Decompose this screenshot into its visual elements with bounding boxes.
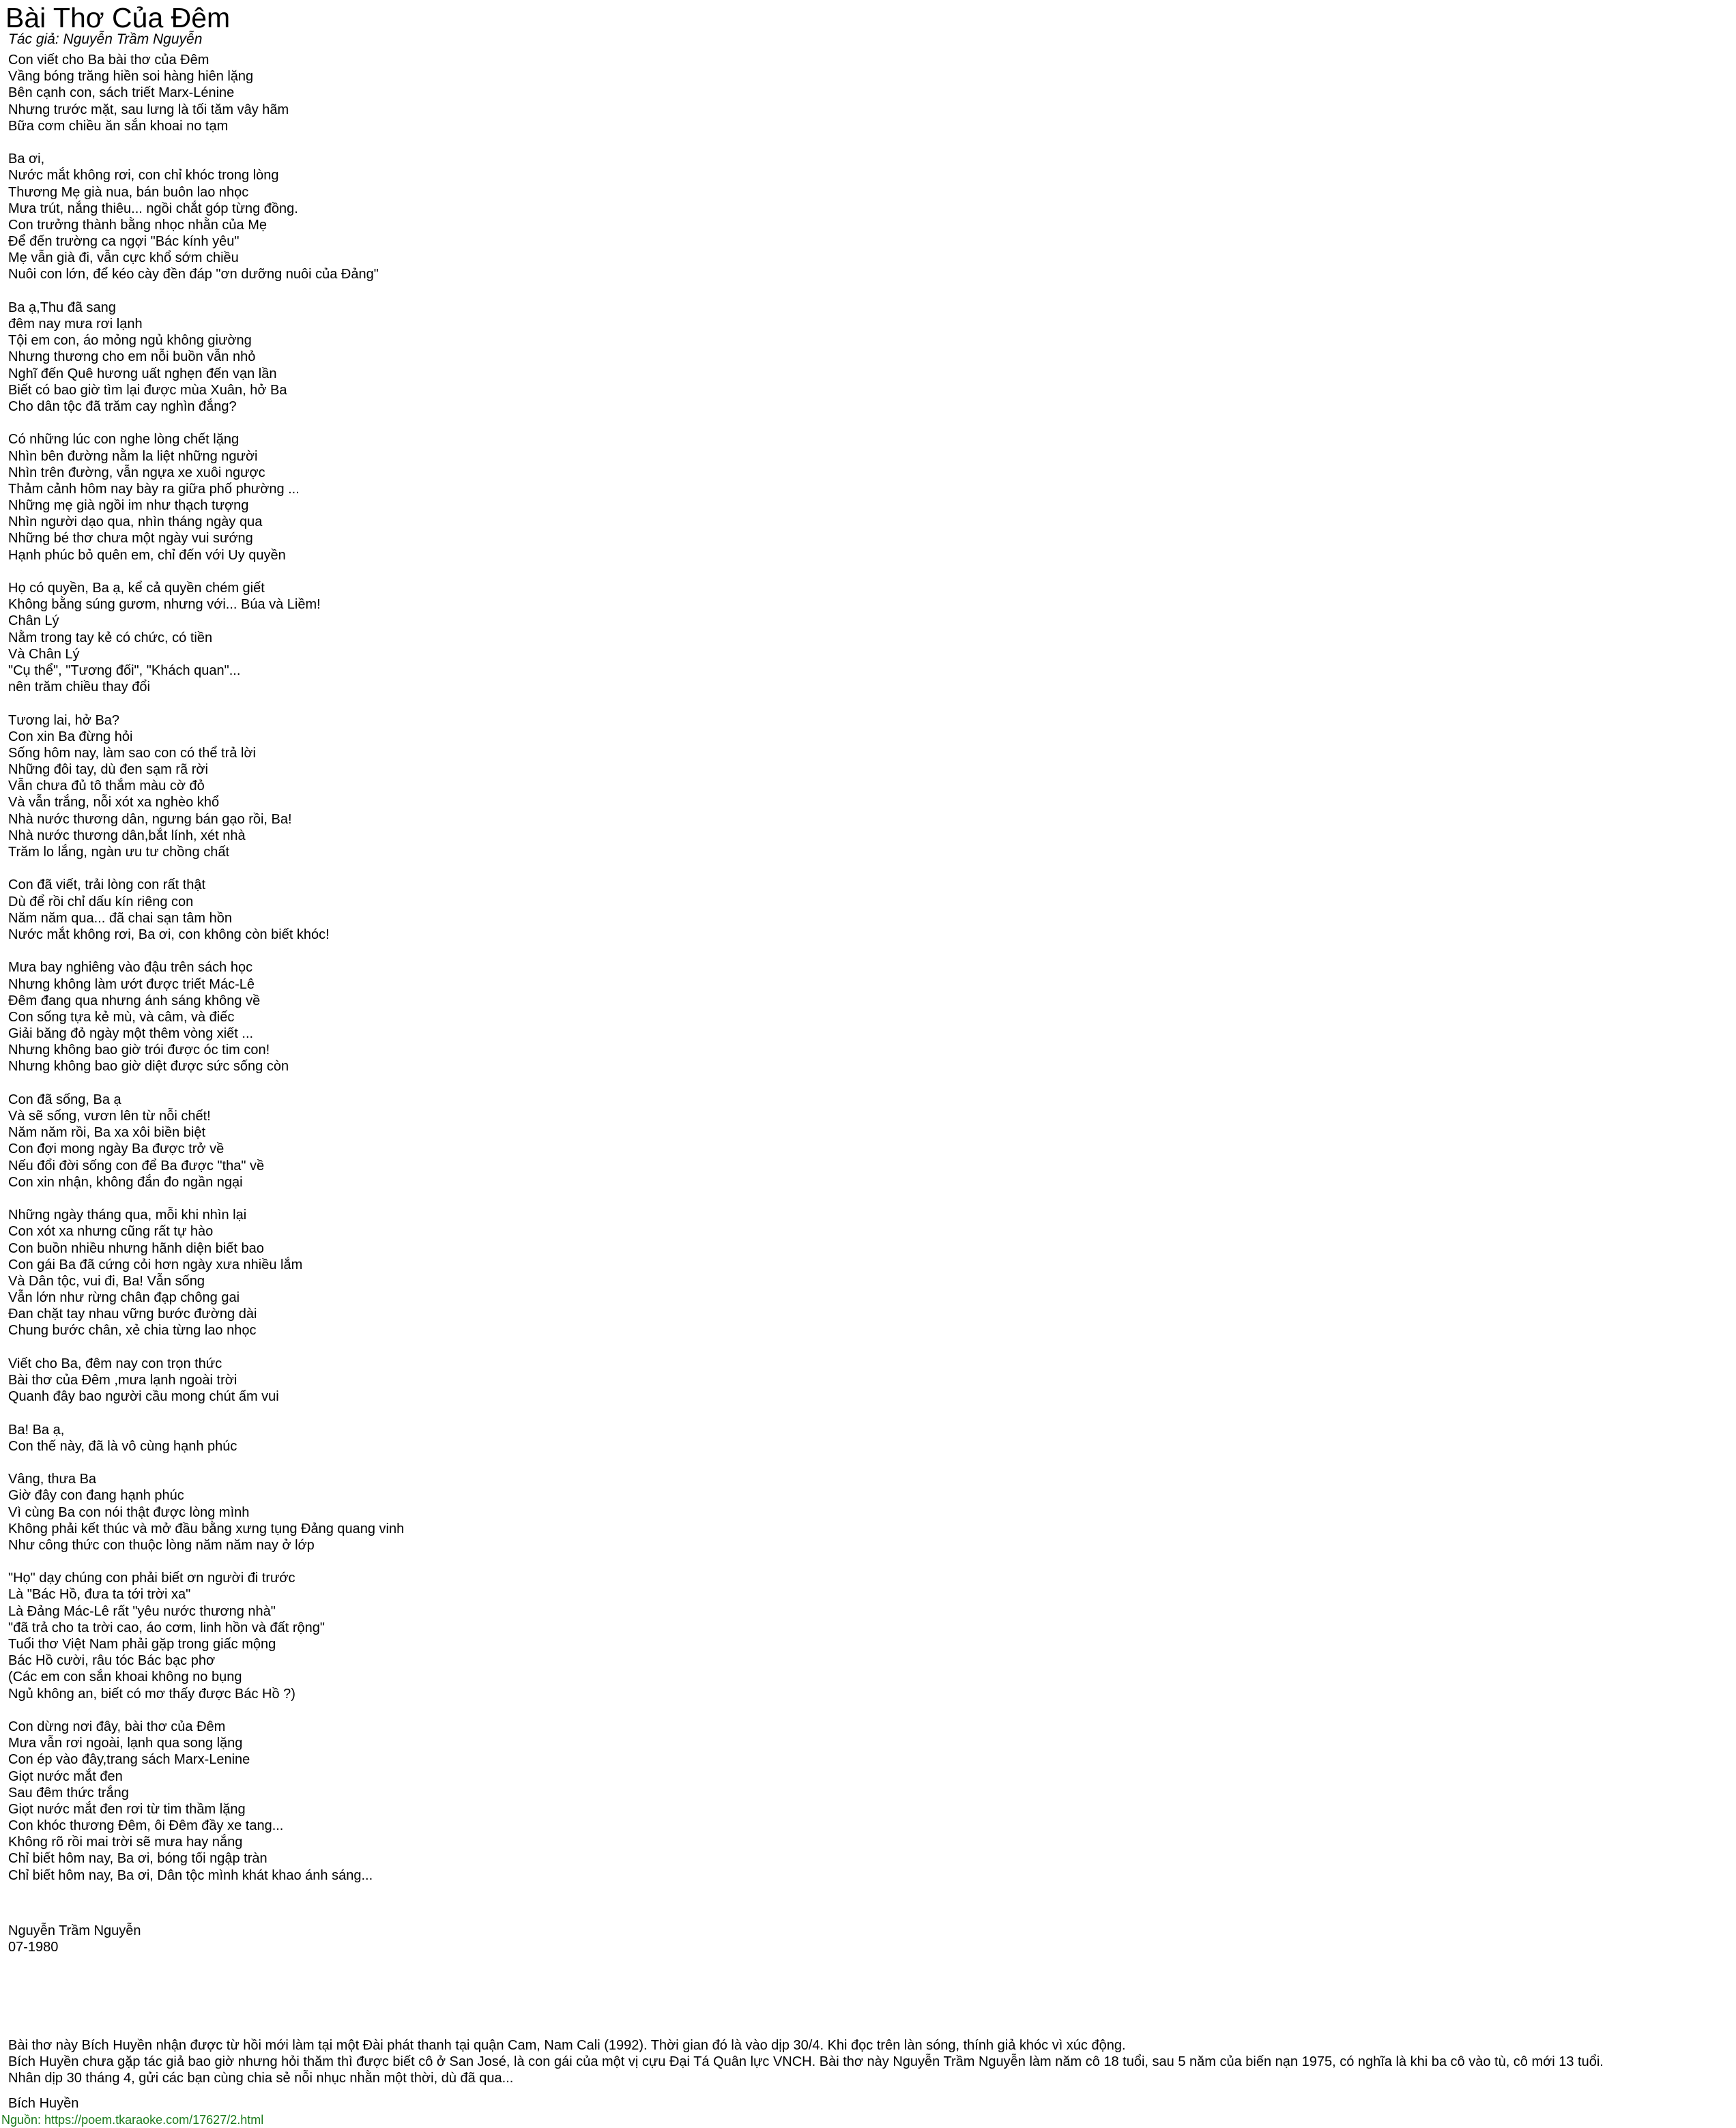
poem-line: Trăm lo lắng, ngàn ưu tư chồng chất xyxy=(8,845,229,860)
poem-line: Những mẹ già ngồi im như thạch tượng xyxy=(8,498,249,514)
source-link[interactable]: https://poem.tkaraoke.com/17627/2.html xyxy=(44,2113,264,2127)
stanza-break xyxy=(8,943,404,959)
poem-line: Con ép vào đây,trang sách Marx-Lenine xyxy=(8,1752,250,1768)
poem-line: Giọt nước mắt đen rơi từ tim thầm lặng xyxy=(8,1801,246,1817)
poem-line: Ba ơi, xyxy=(8,151,45,167)
poem-line: Để đến trường ca ngợi "Bác kính yêu" xyxy=(8,234,240,250)
stanza-break xyxy=(8,1075,404,1092)
stanza-break xyxy=(8,1702,404,1719)
source-label: Nguồn: xyxy=(1,2113,45,2127)
signature-date: 07-1980 xyxy=(8,1940,59,1955)
stanza-break xyxy=(8,415,404,431)
poem-line: Nhưng không bao giờ trói được óc tim con! xyxy=(8,1043,270,1058)
poem-line: Chân Lý xyxy=(8,613,59,629)
poem-line: Đêm đang qua nhưng ánh sáng không về xyxy=(8,993,261,1008)
poem-line: Nằm trong tay kẻ có chức, có tiền xyxy=(8,630,213,645)
poem-line: Con xin Ba đừng hỏi xyxy=(8,729,133,744)
poem-line: Con xin nhận, không đắn đo ngần ngại xyxy=(8,1174,243,1190)
poem-line: Năm năm rồi, Ba xa xôi biền biệt xyxy=(8,1125,206,1141)
poem-line: Bên cạnh con, sách triết Marx-Lénine xyxy=(8,85,235,101)
poem-line: Có những lúc con nghe lòng chết lặng xyxy=(8,432,240,448)
poem-line: Là "Bác Hồ, đưa ta tới trời xa" xyxy=(8,1587,191,1603)
poem-line: Nhà nước thương dân, ngưng bán gạo rồi, Ba! xyxy=(8,811,292,827)
poem-line: Con dừng nơi đây, bài thơ của Đêm xyxy=(8,1719,226,1734)
stanza-break xyxy=(8,564,404,580)
poem-line: Nuôi con lớn, để kéo cày đền đáp "ơn dưỡng nuôi của Đảng" xyxy=(8,267,379,282)
poem-line: Bài thơ của Đêm ,mưa lạnh ngoài trời xyxy=(8,1373,237,1388)
poem-line: Sau đêm thức trắng xyxy=(8,1785,129,1801)
poem-line: Tương lai, hở Ba? xyxy=(8,712,120,728)
poem-line: Bữa cơm chiều ăn sắn khoai no tạm xyxy=(8,118,229,134)
poem-line: Thảm cảnh hôm nay bày ra giữa phố phường ... xyxy=(8,481,300,497)
poem-line: Không phải kết thúc và mở đầu bằng xưng tụng Đảng quang vinh xyxy=(8,1521,405,1536)
note-line: Bích Huyền chưa gặp tác giả bao giờ nhưng hỏi thăm thì được biết cô ở San José, là con gái của một vị cựu Đại Tá Quân lực VNCH. Bài thơ này Nguyễn Trầm Nguyễn làm năm cô 18 tuổi, sau 5 năm của biến nạn 1975, có nghĩa là khi ba cô vào tù, cô mới 13 tuổi. xyxy=(8,2054,1604,2070)
poem-line: Ba ạ,Thu đã sang xyxy=(8,300,116,315)
poem-line: Con trưởng thành bằng nhọc nhằn của Mẹ xyxy=(8,217,267,233)
poem-line: Những ngày tháng qua, mỗi khi nhìn lại xyxy=(8,1208,247,1223)
poem-line: Con viết cho Ba bài thơ của Đêm xyxy=(8,53,209,68)
source-line xyxy=(1,2112,263,2127)
poem-line: "Họ" dạy chúng con phải biết ơn người đi trước xyxy=(8,1571,295,1586)
poem-line: "Cụ thể", "Tương đối", "Khách quan"... xyxy=(8,662,241,678)
poem-line: Tuổi thơ Việt Nam phải gặp trong giấc mộng xyxy=(8,1637,276,1652)
stanza-break xyxy=(8,860,404,877)
poem-line: Giải băng đỏ ngày một thêm vòng xiết ... xyxy=(8,1026,254,1042)
poem-line: Con khóc thương Đêm, ôi Đêm đầy xe tang... xyxy=(8,1818,284,1834)
poem-line: Viết cho Ba, đêm nay con trọn thức xyxy=(8,1356,222,1371)
poem-line: Mưa bay nghiêng vào đậu trên sách học xyxy=(8,960,253,976)
poem-line: Biết có bao giờ tìm lại được mùa Xuân, hở Ba xyxy=(8,382,287,398)
poem-line: Con buồn nhiều nhưng hãnh diện biết bao xyxy=(8,1240,264,1256)
poem-line: Ngủ không an, biết có mơ thấy được Bác Hồ ?) xyxy=(8,1686,295,1702)
editor-note xyxy=(8,2037,1604,2087)
poem-line: Vì cùng Ba con nói thật được lòng mình xyxy=(8,1504,250,1520)
poem-line: Nhìn người dạo qua, nhìn tháng ngày qua xyxy=(8,514,263,530)
poem-line: Tội em con, áo mỏng ngủ không giường xyxy=(8,333,252,349)
stanza-break xyxy=(8,134,404,151)
poem-line: Dù để rồi chỉ dấu kín riêng con xyxy=(8,894,194,909)
author-line: Tác giả: Nguyễn Trầm Nguyễn xyxy=(8,31,203,47)
poem-line: Không rõ rồi mai trời sẽ mưa hay nắng xyxy=(8,1835,243,1850)
poem-line: Không bằng súng gươm, nhưng với... Búa và Liềm! xyxy=(8,597,321,613)
poem-line: Giọt nước mắt đen xyxy=(8,1768,123,1784)
poem-line: Giờ đây con đang hạnh phúc xyxy=(8,1488,184,1504)
poem-line: Năm năm qua... đã chai sạn tâm hồn xyxy=(8,910,232,926)
poem-line: Con gái Ba đã cứng cỏi hơn ngày xưa nhiều lắm xyxy=(8,1257,303,1272)
poem-line: Ba! Ba ạ, xyxy=(8,1422,65,1438)
poem-line: Hạnh phúc bỏ quên em, chỉ đến với Uy quyền xyxy=(8,547,286,563)
poem-line: Họ có quyền, Ba ạ, kể cả quyền chém giết xyxy=(8,581,265,596)
note-signature: Bích Huyền xyxy=(8,2096,79,2111)
stanza-break xyxy=(8,1339,404,1356)
poem-line: Con đã viết, trải lòng con rất thật xyxy=(8,877,206,893)
poem-line: Vẫn chưa đủ tô thắm màu cờ đỏ xyxy=(8,778,205,794)
poem-line: Con đợi mong ngày Ba được trở về xyxy=(8,1141,225,1157)
stanza-break xyxy=(8,695,404,712)
poem-line: Vâng, thưa Ba xyxy=(8,1472,97,1487)
poem-line: Nghĩ đến Quê hương uất nghẹn đến vạn lần xyxy=(8,366,277,381)
poem-signature xyxy=(8,1923,141,1955)
poem-line: Con đã sống, Ba ạ xyxy=(8,1092,121,1107)
poem-line: Bác Hồ cười, râu tóc Bác bạc phơ xyxy=(8,1653,216,1669)
stanza-break xyxy=(8,1554,404,1570)
poem-line: Chung bước chân, xẻ chia từng lao nhọc xyxy=(8,1323,257,1339)
poem-line: Đan chặt tay nhau vững bước đường dài xyxy=(8,1307,257,1322)
poem-line: Con sống tựa kẻ mù, và câm, và điếc xyxy=(8,1009,235,1025)
poem-line: Mưa vẫn rơi ngoài, lạnh qua song lặng xyxy=(8,1736,243,1751)
poem-line: Mẹ vẫn già đi, vẫn cực khổ sớm chiều xyxy=(8,250,239,266)
poem-line: Nhưng không làm ướt được triết Mác-Lê xyxy=(8,976,255,992)
note-line: Bài thơ này Bích Huyền nhận được từ hồi mới làm tại một Đài phát thanh tại quận Cam, Nam Cali (1992). Thời gian đó là vào dịp 30/4. Khi đọc trên làn sóng, thính giả khóc vì xúc động. xyxy=(8,2038,1126,2053)
poem-line: Thương Mẹ già nua, bán buôn lao nhọc xyxy=(8,184,249,200)
poem-line: Những đôi tay, dù đen sạm rã rời xyxy=(8,762,208,778)
poem-line: Nhà nước thương dân,bắt lính, xét nhà xyxy=(8,828,246,843)
note-line: Nhân dịp 30 tháng 4, gửi các bạn cùng chia sẻ nỗi nhục nhằn một thời, dù đã qua... xyxy=(8,2071,514,2086)
poem-line: Nhưng không bao giờ diệt được sức sống còn xyxy=(8,1059,289,1075)
poem-line: Những bé thơ chưa một ngày vui sướng xyxy=(8,531,253,546)
poem-line: Và Chân Lý xyxy=(8,646,80,662)
poem-line: nên trăm chiều thay đổi xyxy=(8,680,150,695)
stanza-break xyxy=(8,283,404,300)
poem-line: Như công thức con thuộc lòng năm năm nay ở lớp xyxy=(8,1537,315,1553)
poem-line: Sống hôm nay, làm sao con có thể trả lời xyxy=(8,745,256,761)
page-title: Bài Thơ Của Đêm xyxy=(5,2,231,33)
poem-line: Nước mắt không rơi, con chỉ khóc trong lòng xyxy=(8,168,279,184)
stanza-break xyxy=(8,1191,404,1207)
poem-line: Nhìn bên đường nằm la liệt những người xyxy=(8,448,258,464)
poem-line: Quanh đây bao người cầu mong chút ấm vui xyxy=(8,1389,279,1405)
signature-name: Nguyễn Trầm Nguyễn xyxy=(8,1923,141,1938)
poem-line: Chỉ biết hôm nay, Ba ơi, bóng tối ngập tràn xyxy=(8,1851,267,1867)
poem-line: Là Đảng Mác-Lê rất "yêu nước thương nhà" xyxy=(8,1603,276,1619)
poem-line: Và vẫn trắng, nỗi xót xa nghèo khổ xyxy=(8,795,220,811)
poem-line: Nhìn trên đường, vẫn ngựa xe xuôi ngược xyxy=(8,465,265,480)
poem-line: (Các em con sắn khoai không no bụng xyxy=(8,1670,242,1685)
poem-body xyxy=(8,52,404,1884)
poem-line: Chỉ biết hôm nay, Ba ơi, Dân tộc mình khát khao ánh sáng... xyxy=(8,1867,373,1883)
stanza-break xyxy=(8,1455,404,1471)
stanza-break xyxy=(8,1405,404,1421)
poem-line: "đã trả cho ta trời cao, áo cơm, linh hồn và đất rộng" xyxy=(8,1620,326,1635)
poem-line: Mưa trút, nắng thiêu... ngồi chắt góp từng đồng. xyxy=(8,201,298,216)
poem-line: Nhưng thương cho em nỗi buồn vẫn nhỏ xyxy=(8,349,256,365)
poem-line: đêm nay mưa rơi lạnh xyxy=(8,317,143,332)
poem-line: Nếu đổi đời sống con để Ba được "tha" về xyxy=(8,1158,265,1174)
poem-line: Và sẽ sống, vươn lên từ nỗi chết! xyxy=(8,1109,211,1124)
poem-line: Nhưng trước mặt, sau lưng là tối tăm vây hãm xyxy=(8,102,289,117)
poem-line: Vầng bóng trăng hiền soi hàng hiên lặng xyxy=(8,69,254,85)
poem-line: Nước mắt không rơi, Ba ơi, con không còn biết khóc! xyxy=(8,927,330,942)
poem-line: Con xót xa nhưng cũng rất tự hào xyxy=(8,1224,214,1240)
poem-line: Và Dân tộc, vui đi, Ba! Vẫn sống xyxy=(8,1273,205,1289)
poem-line: Vẫn lớn như rừng chân đạp chông gai xyxy=(8,1290,240,1306)
poem-line: Cho dân tộc đã trăm cay nghìn đắng? xyxy=(8,398,237,414)
poem-line: Con thế này, đã là vô cùng hạnh phúc xyxy=(8,1438,237,1454)
